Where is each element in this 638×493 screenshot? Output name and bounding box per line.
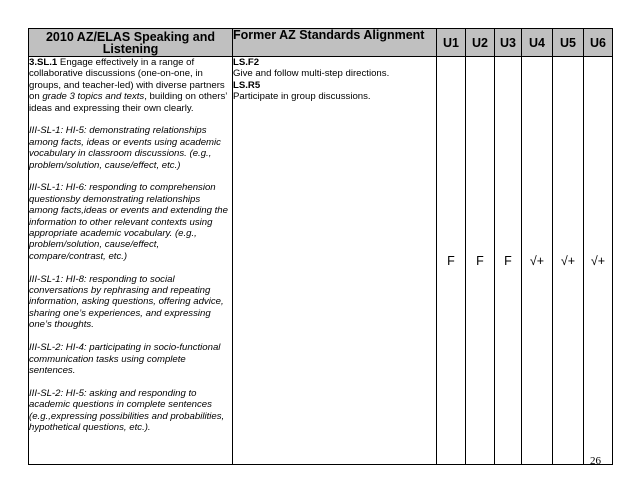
former-text: Participate in group discussions. <box>233 91 371 103</box>
header-former-alignment: Former AZ Standards Alignment <box>233 29 437 57</box>
header-unit-6: U6 <box>584 29 613 57</box>
speaking-standard-cell <box>29 57 233 465</box>
indicator-paragraph: III-SL-1: HI-8: responding to social conversations by rephrasing and repeating information, asking questions, offering advice, sharing one’s experiences, and expressing one’s thoughts. <box>29 273 224 331</box>
unit-4-mark: √+ <box>522 57 553 465</box>
standard-text-italic: grade 3 topics and texts <box>42 91 145 103</box>
unit-2-mark: F <box>466 57 495 465</box>
unit-1-mark: F <box>437 57 466 465</box>
header-unit-3: U3 <box>495 29 522 57</box>
unit-6-mark: √+ <box>584 57 613 465</box>
standard-text-1: Engage effectively in a range of collaborative discussions (one-on-one, in groups, and teacher-led) with diverse partners on <box>29 57 225 103</box>
header-unit-1: U1 <box>437 29 466 57</box>
standards-table <box>28 28 613 465</box>
header-unit-4: U4 <box>522 29 553 57</box>
header-unit-5: U5 <box>553 29 584 57</box>
former-text: Give and follow multi-step directions. <box>233 68 390 80</box>
former-code: LS.R5 <box>233 79 261 91</box>
former-alignment-cell <box>233 57 437 465</box>
unit-5-mark: √+ <box>553 57 584 465</box>
indicator-paragraph: III-SL-1: HI-6: responding to comprehension questionsby demonstrating relationships among facts,ideas or events and extending the information to other relevant contexts using appropriate academic vocabulary. (e.g., problem/solution, cause/effect, compare/contrast, etc.) <box>29 182 228 262</box>
header-speaking-listening: 2010 AZ/ELAS Speaking and Listening <box>29 29 233 57</box>
standard-paragraph <box>29 57 232 114</box>
standard-code: 3.SL.1 <box>29 57 58 68</box>
unit-3-mark: F <box>495 57 522 465</box>
indicator-paragraph: III-SL-2: HI-4: participating in socio-functional communication tasks using complete sentences. <box>29 342 221 376</box>
page-number: 26 <box>590 455 601 467</box>
table-row <box>29 57 613 465</box>
header-unit-2: U2 <box>466 29 495 57</box>
header-row <box>29 29 613 57</box>
indicator-paragraph: III-SL-1: HI-5: demonstrating relationships among facts, ideas or events using academic vocabulary in classroom discussions. (e.g., problem/solution, cause/effect, etc.) <box>29 125 221 171</box>
standard-text-2: , building on others’ ideas and expressing their own clearly. <box>29 91 228 114</box>
indicator-paragraph: III-SL-2: HI-5: asking and responding to academic questions in complete sentences (e.g.,expressing possibilities and probabilities, hypothetical questions, etc.). <box>29 387 225 433</box>
former-code: LS.F2 <box>233 57 260 68</box>
